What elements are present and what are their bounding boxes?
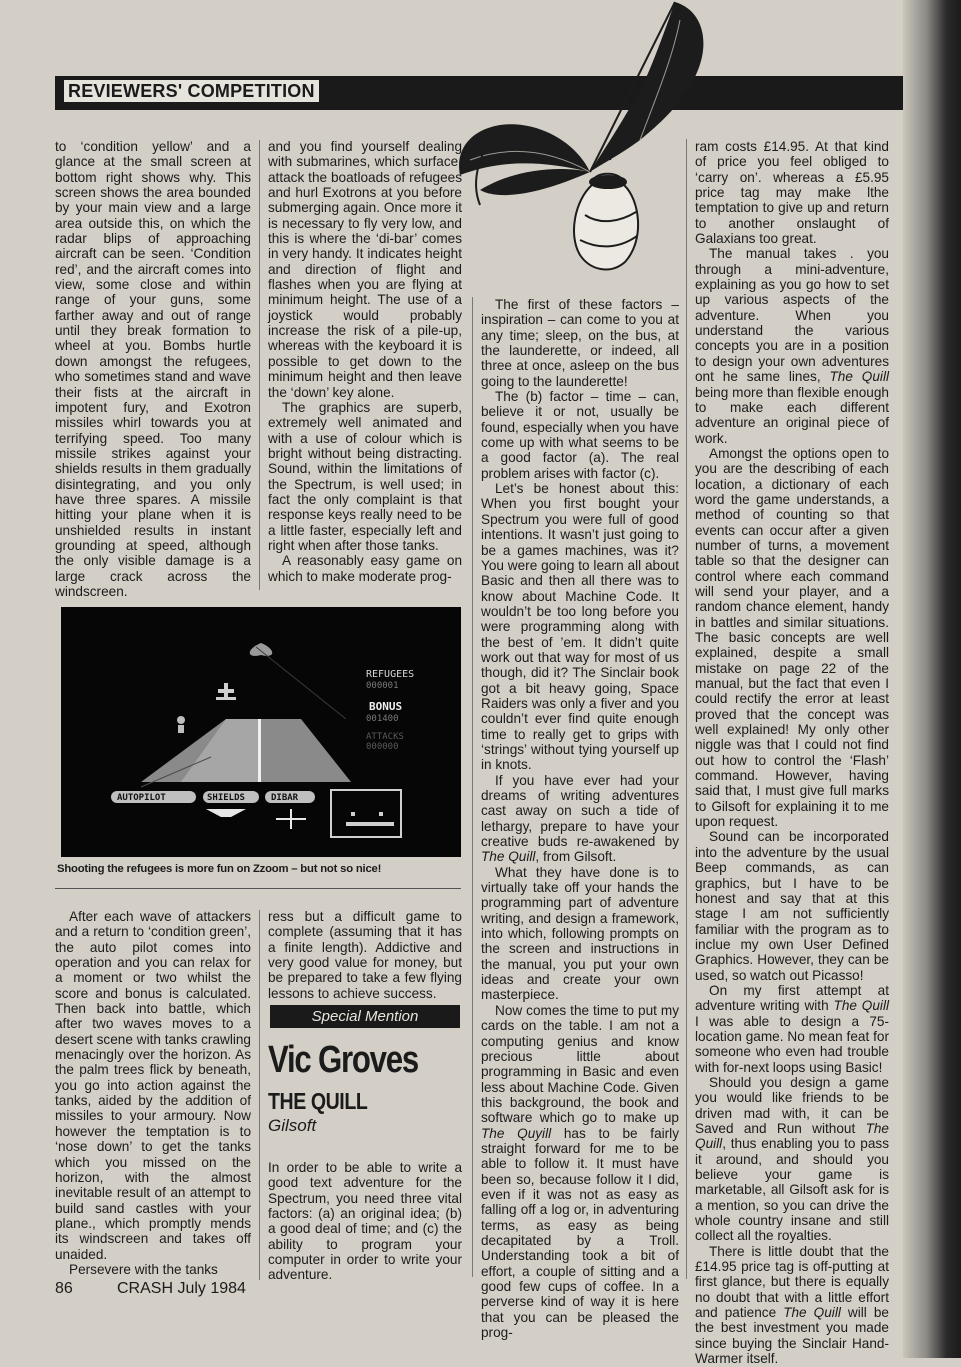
paragraph: There is little doubt that the £14.95 price tag is off-putting at first glance, but there is equally no doubt that with a little effort and patience The Quill will be the best investment you made since buying the Sinclair Hand-Warmer itself. [695,1243,889,1367]
column-divider [686,139,687,1279]
paragraph: ram costs £14.95. At that kind of price you feel obliged to ‘carry on’. whereas a £5.95 price tag may make lthe temptation to give up and return to another onslaught of Galaxians too great. [695,139,889,247]
game-scene [61,607,461,857]
page-edge-shadow [903,0,961,1358]
paragraph: Let’s be honest about this: When you first bought your Spectrum you were full of good intentions. It wasn’t just going to be a games machines, was it? You were going to learn all about Basic and then all there was to know about Machine Code. It wouldn’t be too long before you were programming along with the best of ’em. It didn’t quite work out that way for most of us though, did it? The Sinclair book got a bit heavy going, Space Raiders was only a fiver and you couldn’t ever find quite enough time to really get to grips with ‘strings’ without tying yourself up in knots. [481,481,679,773]
paragraph: Should you design a game you would like friends to be driven mad with, it can be Saved and Run without The Quill, thus enabling you to pass it around, and should you believe your game is marketable, all Gilsoft ask for is a mention, so you can drive the whole country insane and still collect all the royalties. [695,1074,889,1244]
screenshot-caption: Shooting the refugees is more fun on Zzoom – but not so nice! [57,863,382,875]
paragraph: ress but a difficult game to complete (assuming that it has a finite length). Addictive and very good value for money, but be prepared to take a few flying lessons to achieve success. [268,909,462,1001]
issue-footer: CRASH July 1984 [117,1280,246,1297]
paragraph: In order to be able to write a good text adventure for the Spectrum, you need three vital factors: (a) an original idea; (b) a good deal of time; and (c) the ability to program your computer in order to write your adventure. [268,1160,462,1283]
review-intro [268,1160,462,1283]
shields-label: SHIELDS [207,793,245,803]
article-column-4 [695,139,889,1367]
game-screenshot [61,607,461,857]
article-column-1 [55,139,251,599]
bonus-label: BONUS [369,700,403,713]
column-divider [259,140,260,590]
paragraph: After each wave of attackers and a return to ‘condition green’, the auto pilot comes into operation and you can relax for a moment or two whilst the score and bonus is calculated. Then back into battle, which after two waves moves to a desert scene with tanks crawling menacingly over the horizon. As the palm trees flick by beneath, you go into action against the tanks, aided by the addition of missiles to your armoury. Now however the temptation is to ‘nose down’ to get the tanks which you missed on the horizon, with the almost inevitable result of an attempt to build sand castles with your plane., which promptly mends its windscreen and takes off unaided. [55,909,251,1262]
bonus-value: 001400 [366,714,399,724]
paragraph: The graphics are superb, extremely well animated and with a use of colour which is bright without being distracting. Sound, within the limitations of the Spectrum, is well used; in fact the only complaint is that response keys really need to be a little faster, especially left and right when after those tanks. [268,399,462,553]
page-number: 86 [55,1280,73,1297]
article-column-3 [481,297,679,1340]
dibar-label: DIBAR [271,793,299,803]
product-title: THE QUILL [268,1088,368,1114]
paragraph: Sound can be incorporated into the adventure by the usual Beep commands, as can graphics, but I have to be honest and say that at this stage I am not sufficiently familiar with the program as to inclue my own User Defined Graphics. However, they can be used, so watch out Picasso! [695,829,889,983]
paragraph: On my first attempt at adventure writing with The Quill I was able to design a 75-location game. No mean feat for someone who even had trouble with for-next loops using Basic! [695,982,889,1075]
section-title: REVIEWERS' COMPETITION [62,78,321,104]
column-divider [259,910,260,1280]
paragraph: A reasonably easy game on which to make moderate prog- [268,553,462,584]
paragraph: The first of these factors – inspiration – can come to you at any time; sleep, on the bus, at the launderette, or indeed, all three at once, asleep on the bus going to the launderette! [481,297,679,389]
attacks-label: ATTACKS [366,732,404,742]
refugees-label: REFUGEES [366,669,415,680]
article-column-2 [268,139,462,584]
reviewer-name: Vic Groves [268,1039,418,1081]
paragraph: to ‘condition yellow’ and a glance at the small screen at bottom right shows why. This screen shows the area bounded by your main view and a large area outside this, on which the radar blips of approaching aircraft can be seen. ‘Condition red’, and the aircraft comes into view, some close and within range of your guns, some farther away and out of range until they break formation to wheel at you. Bombs hurtle down amongst the refugees, who sometimes stand and wave their fists at the aircraft in impotent fury, and Exotron missiles whirl towards you at terrifying speed. Too many missile strikes against your shields results in them gradually disintegrating, and you only have three spares. A missile hitting your plane when it is unshielded results in instant grounding at speed, although the only visible damage is a large crack across the windscreen. [55,139,251,599]
refugee-icon [177,716,185,724]
column-divider [472,297,473,1277]
paragraph: What they have done is to virtually take off your hands the programming part of adventure writing, and design a framework, into which, following prompts on the screen and instructions in the manual, you put your own ideas and create your own masterpiece. [481,864,679,1003]
paragraph: and you find yourself dealing with submarines, which surface, attack the boatloads of refugees and hurl Exotrons at you before submerging again. Once more it is necessary to fly very low, and this is where the ‘di-bar’ comes in very handy. It indicates height and direction of flight and flashes when you are flying at minimum height. The use of a joystick would probably increase the risk of a pile-up, whereas with the keyboard it is possible to get down to the minimum height and then leave the ‘down’ key alone. [268,139,462,400]
autopilot-label: AUTOPILOT [117,793,166,803]
publisher-name: Gilsoft [268,1116,317,1135]
paragraph: Amongst the options open to you are the describing of each location, a dictionary of each word the game understands, a method of counting so that events can occur after a given number of turns, a movement table so that the designer can control where each command will send your player, and a random chance element, handy in battles and similar situations. The basic concepts are well explained, despite a small mistake on page 22 of the manual, but the fact that even I could rectify the error at least proved that the concept was well explained! My only other niggle was that I could not find out how to control the ‘Flash’ command. However, having said that, I must give full marks to Gilsoft for explaining it to me upon request. [695,445,889,830]
article-column-2-lower [268,909,462,1001]
caption-rule [55,888,461,889]
refugees-value: 000001 [366,681,399,691]
paragraph: The manual takes . you through a mini-adventure, explaining as you go how to set up various aspects of the adventure. When you understand the various concepts you are in a position to design your own adventures ont he same lines, The Quill being more than flexible enough to make each different adventure an original piece of work. [695,246,889,446]
paragraph: If you have ever had your dreams of writing adventures cast away on such a tide of lethargy, prepare to have your creative buds re-awakened by The Quill, from Gilsoft. [481,772,679,865]
article-column-1-lower [55,909,251,1277]
paragraph: The (b) factor – time – can, believe it or not, usually be found, especially when you have come up with what seems to be a good factor (a). The real problem arises with factor (c). [481,389,679,481]
paragraph: Now comes the time to put my cards on the table. I am not a computing genius and know precious little about programming in Basic and even less about Machine Code. Given this background, the book and software which go to make up The Quyill has to be fairly straight forward for me to be able to follow it. It must have been so, because follow it I did, even if it was not as easy as falling off a log or, in adventuring terms, as easy as being decapitated by a Troll. Understanding took a bit of effort, a couple of sitting and a good few cups of coffee. In a perverse kind of way it is here that you can be pleased the prog- [481,1002,679,1341]
special-mention-badge: Special Mention [270,1005,460,1028]
paragraph: Persevere with the tanks [69,1261,218,1277]
attacks-value: 000000 [366,742,399,752]
